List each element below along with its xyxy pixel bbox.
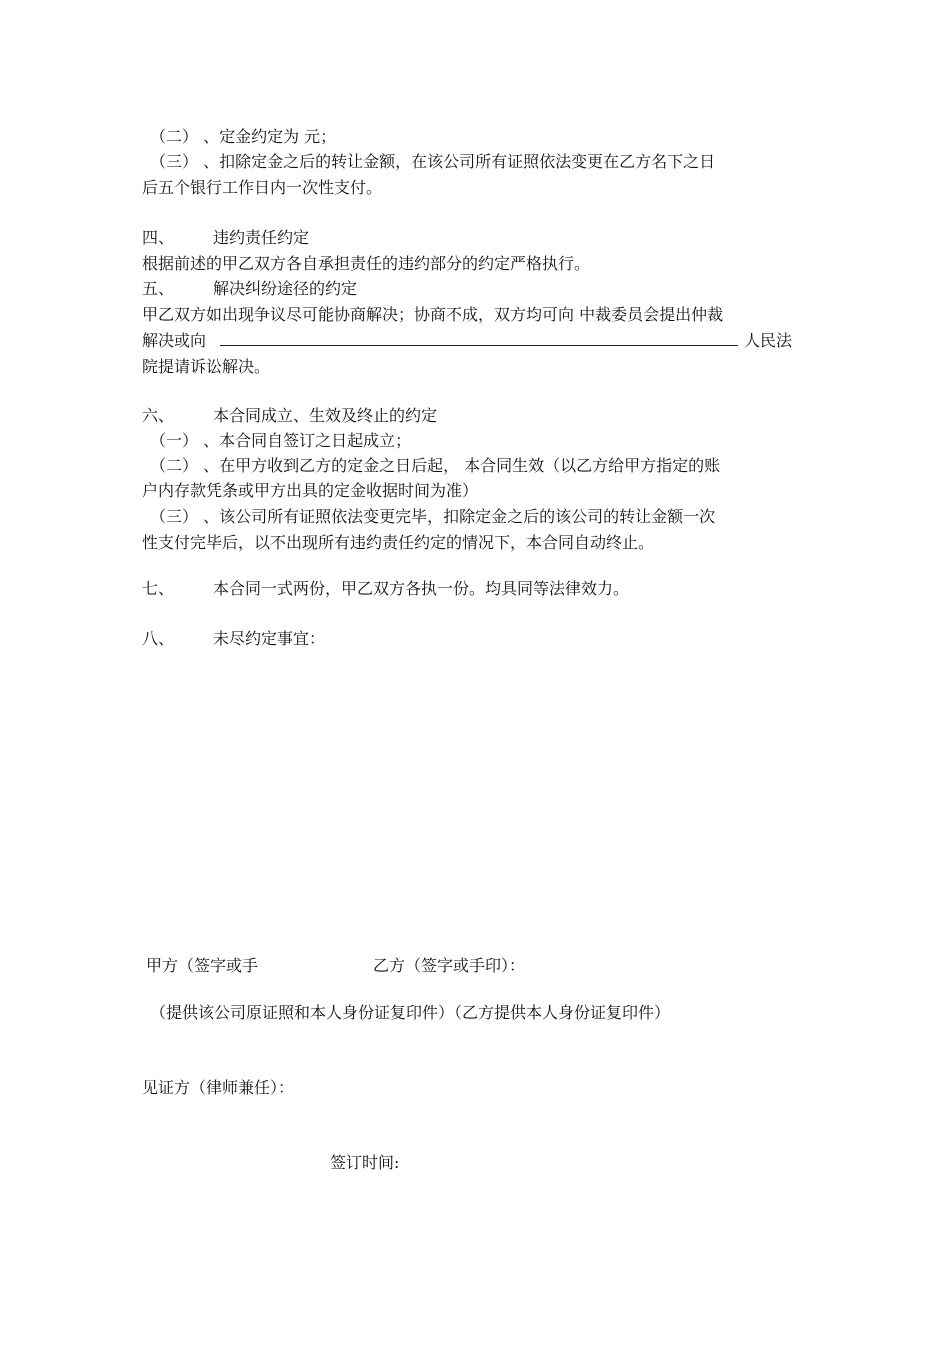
item6-sub2-line2: 户内存款凭条或甲方出具的定金收据时间为准） (142, 481, 479, 500)
item5-title: 解决纠纷途径的约定 (213, 279, 358, 298)
item6-title: 本合同成立、生效及终止的约定 (213, 406, 438, 425)
item6-sub3-line2: 性支付完毕后，以不出现所有违约责任约定的情况下，本合同自动终止。 (142, 533, 655, 552)
item5-body-line3: 院提请诉讼解决。 (142, 357, 271, 376)
item4-body: 根据前述的甲乙双方各自承担责任的违约部分的约定严格执行。 (142, 254, 591, 273)
item3-sub3-line1: （三） 、扣除定金之后的转让金额，在该公司所有证照依法变更在乙方名下之日 (150, 152, 716, 171)
item6-sub1: （一） 、本合同自签订之日起成立； (150, 431, 412, 450)
witness-label: 见证方（律师兼任）： (142, 1078, 295, 1097)
item8-title: 未尽约定事宜： (213, 629, 326, 648)
item6-sub2-line1: （二） 、在甲方收到乙方的定金之日后起， 本合同生效（以乙方给甲方指定的账 (150, 456, 721, 475)
item5-number: 五、 (142, 279, 175, 298)
item6-sub3-line1: （三） 、该公司所有证照依法变更完毕，扣除定金之后的该公司的转让金额一次 (150, 507, 716, 526)
item7-number: 七、 (142, 579, 175, 598)
item6-number: 六、 (142, 406, 175, 425)
item8-number: 八、 (142, 629, 175, 648)
item3-sub3-line2: 后五个银行工作日内一次性支付。 (142, 178, 383, 197)
item5-body-line1: 甲乙双方如出现争议尽可能协商解决；协商不成，双方均可向 中裁委员会提出仲裁 (142, 305, 724, 324)
documents-note: （提供该公司原证照和本人身份证复印件）（乙方提供本人身份证复印件） (150, 1003, 671, 1022)
item7-body: 本合同一式两份，甲乙双方各执一份。均具同等法律效力。 (213, 579, 630, 598)
item3-sub2: （二） 、定金约定为 元； (150, 127, 337, 146)
court-name-blank-line (220, 345, 738, 346)
item5-body-line2-start: 解决或向 (142, 331, 207, 350)
party-b-signature-label: 乙方（签字或手印）： (373, 956, 526, 975)
sign-time-label: 签订时间: (330, 1153, 400, 1172)
party-a-signature-label: 甲方（签字或手 (146, 956, 259, 975)
item5-body-line2-end: 人民法 (744, 331, 793, 350)
item4-title: 违约责任约定 (213, 228, 310, 247)
item4-number: 四、 (142, 228, 175, 247)
